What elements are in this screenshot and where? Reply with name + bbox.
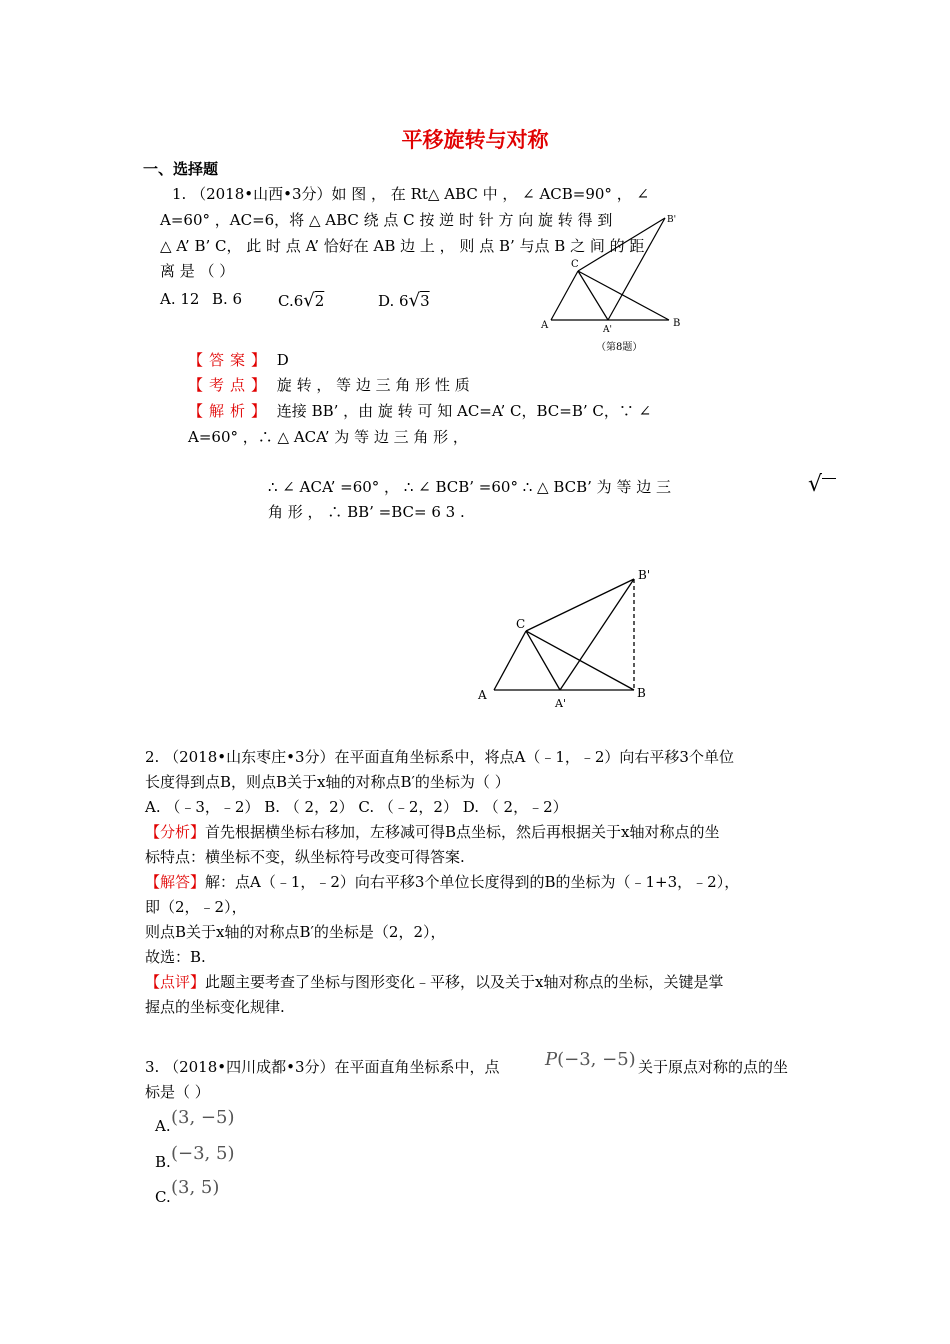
q2-fenxi-2: 标特点：横坐标不变，纵坐标符号改变可得答案.	[145, 848, 465, 866]
figure-q1-small	[535, 208, 695, 353]
figure-q1-large	[470, 565, 660, 715]
q1-option-b: B. 6	[212, 290, 243, 308]
seg-cb	[578, 271, 669, 320]
q2-options: A. （﹣3，﹣2） B. （ 2，2） C. （﹣2，2） D. （ 2，﹣2）	[145, 798, 568, 816]
q2-jieda-2: 即（2，﹣2），	[145, 898, 247, 916]
seg-ac	[494, 631, 526, 690]
q3-line-2: 标是（ ）	[145, 1083, 210, 1101]
q1-line-2: A=60° ，AC=6，将 △ ABC 绕 点 C 按 逆 时 针 方 向 旋 转 得 到	[160, 211, 613, 229]
section-heading: 一、选择题	[143, 160, 219, 178]
q2-jieda-1: 【解答】解：点A（﹣1，﹣2）向右平移3个单位长度得到的B的坐标为（﹣1+3，﹣2），	[145, 873, 740, 891]
q3-option-a: (3, −5)	[171, 1107, 235, 1128]
q1-option-c: C.6√2	[278, 290, 325, 311]
q1-analysis-3: ∴ ∠ ACA’ =60° ， ∴ ∠ BCB’ =60° ∴ △ BCB’ 为 等 边 三	[268, 478, 671, 496]
label-b: B	[673, 318, 681, 329]
q3-line-1a: 3. （2018•四川成都•3分）在平面直角坐标系中，点	[145, 1058, 500, 1076]
q3-option-a-label: A.	[155, 1117, 171, 1135]
q3-option-b: (−3, 5)	[171, 1143, 235, 1164]
q3-option-c: (3, 5)	[171, 1177, 220, 1198]
label-a: A	[541, 320, 549, 331]
label-c: C	[516, 617, 526, 631]
q1-line-4: 离 是 （ ）	[160, 262, 235, 280]
q3-point-expression: P(−3, −5)	[545, 1049, 636, 1070]
q3-option-c-label: C.	[155, 1188, 171, 1206]
seg-a1b1	[608, 218, 665, 320]
label-c: C	[571, 259, 579, 270]
q1-option-d: D. 6√3	[378, 290, 430, 311]
q2-jieda-3: 则点B关于x轴的对称点B′的坐标是（2，2），	[145, 923, 446, 941]
q2-line-2: 长度得到点B，则点B关于x轴的对称点B′的坐标为（ ）	[145, 773, 510, 791]
q1-line-1: 1. （2018•山西•3分）如 图 ， 在 Rt△ ABC 中 ， ∠ ACB=90° ， ∠	[172, 185, 650, 203]
q1-analysis-2: A=60° ，∴ △ ACA’ 为 等 边 三 角 形 ，	[188, 428, 468, 446]
q2-fenxi-1: 【分析】首先根据横坐标右移加，左移减可得B点坐标，然后再根据关于x轴对称点的坐	[145, 823, 720, 841]
page-title: 平移旋转与对称	[401, 127, 549, 152]
q1-answer: 【答案】 D	[188, 351, 289, 369]
q3-line-1b: 关于原点对称的点的坐	[638, 1058, 789, 1076]
figure-caption: （第8题）	[596, 342, 643, 353]
seg-cb1	[526, 579, 634, 631]
sqrt-symbol: √	[808, 472, 836, 497]
seg-cb1	[578, 218, 665, 271]
q1-option-a: A. 12	[160, 290, 200, 308]
label-b-prime: B'	[638, 568, 651, 582]
q2-dianping-1: 【点评】此题主要考查了坐标与图形变化﹣平移，以及关于x轴对称点的坐标，关键是掌	[145, 973, 724, 991]
seg-ac	[551, 271, 578, 320]
label-a-prime: A'	[555, 697, 566, 710]
seg-ca1	[578, 271, 608, 320]
q1-line-3: △ A’ B’ C， 此 时 点 A’ 恰好在 AB 边 上 ， 则 点 B’ 与点 B 之 间 的 距	[160, 237, 645, 255]
q1-point: 【考点】 旋 转 ， 等 边 三 角 形 性 质	[188, 376, 470, 394]
label-b: B	[637, 686, 646, 700]
q3-option-b-label: B.	[155, 1153, 171, 1171]
label-a-prime: A'	[603, 325, 612, 335]
q2-line-1: 2. （2018•山东枣庄•3分）在平面直角坐标系中，将点A（﹣1，﹣2）向右平移3个单位	[145, 748, 734, 766]
sqrt-symbol: √	[408, 290, 421, 311]
q1-analysis-4: 角 形 ， ∴ BB’ =BC= 6 3 .	[268, 503, 465, 521]
label-b-prime: B'	[667, 215, 677, 225]
q1-analysis-1: 【解析】 连接 BB’ ，由 旋 转 可 知 AC=A’ C，BC=B’ C，∵ ∠	[188, 402, 652, 420]
label-a: A	[478, 688, 487, 702]
q2-dianping-2: 握点的坐标变化规律.	[145, 998, 285, 1016]
q2-jieda-4: 故选：B.	[145, 948, 206, 966]
seg-a1b1	[560, 579, 634, 690]
sqrt-symbol: √	[303, 290, 315, 311]
